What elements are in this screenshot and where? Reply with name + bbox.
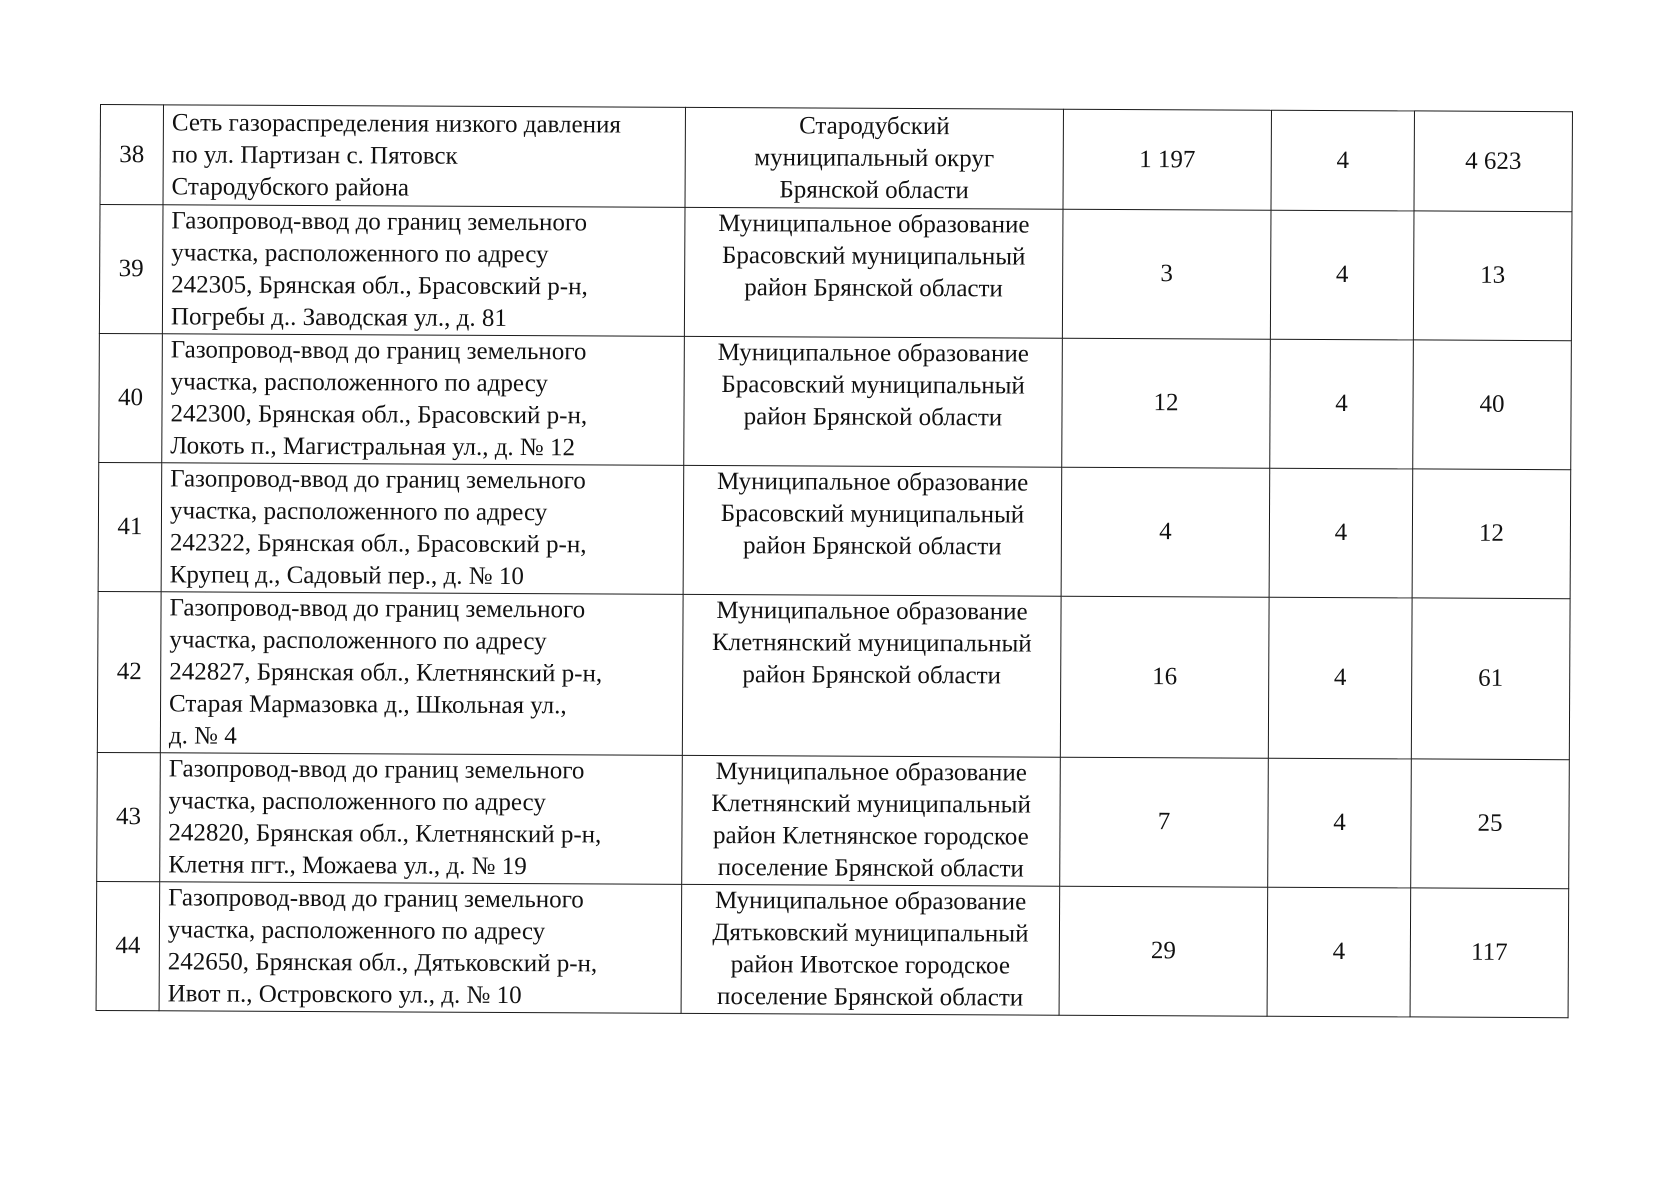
table-row bbox=[98, 462, 1571, 598]
object-name bbox=[160, 753, 683, 885]
row-number: 44 bbox=[96, 881, 160, 1010]
coefficient-value: 4 bbox=[1270, 339, 1414, 469]
total-value: 40 bbox=[1413, 340, 1572, 470]
table-row bbox=[100, 105, 1572, 212]
length-value: 16 bbox=[1060, 596, 1269, 758]
municipality-text: Муниципальное образование Клетнянский муниципальный район Брянской области bbox=[711, 597, 1032, 690]
total-value: 61 bbox=[1411, 598, 1570, 760]
object-name bbox=[162, 334, 685, 466]
municipality-text: Стародубский муниципальный округ Брянской области bbox=[754, 111, 995, 204]
coefficient-value: 4 bbox=[1267, 887, 1411, 1017]
object-name-text: Газопровод-ввод до границ земельного участка, расположенного по адресу 242820, Брянская обл., Клетнянский р-н, Клетня пгт., Можаева ул., д. № 19 bbox=[168, 755, 602, 881]
row-number: 43 bbox=[97, 752, 161, 881]
municipality-text: Муниципальное образование Брасовский муниципальный район Брянской области bbox=[717, 339, 1029, 432]
object-name-text: Сеть газораспределения низкого давления по ул. Партизан с. Пятовск Стародубского района bbox=[171, 108, 621, 202]
object-name bbox=[162, 205, 685, 337]
total-value: 117 bbox=[1410, 888, 1569, 1018]
object-name bbox=[163, 105, 685, 208]
municipality bbox=[684, 336, 1063, 467]
municipality bbox=[681, 884, 1060, 1015]
municipality bbox=[684, 207, 1063, 338]
row-number: 38 bbox=[100, 105, 163, 205]
coefficient-value: 4 bbox=[1268, 758, 1412, 888]
coefficient-value: 4 bbox=[1268, 597, 1412, 759]
gas-pipeline-table bbox=[96, 104, 1573, 1018]
municipality bbox=[685, 107, 1063, 209]
object-name-text: Газопровод-ввод до границ земельного участка, расположенного по адресу 242322, Брянская обл., Брасовский р-н, Крупец д., Садовый пер., д. № 10 bbox=[169, 465, 587, 591]
municipality-text: Муниципальное образование Брасовский муниципальный район Брянской области bbox=[718, 210, 1030, 303]
object-name-text: Газопровод-ввод до границ земельного участка, расположенного по адресу 242305, Брянская обл., Брасовский р-н, Погребы д.. Заводская ул., д. 81 bbox=[170, 207, 588, 332]
object-name bbox=[160, 592, 683, 756]
total-value: 12 bbox=[1412, 469, 1571, 599]
municipality bbox=[683, 465, 1062, 596]
object-name-text: Газопровод-ввод до границ земельного участка, расположенного по адресу 242650, Брянская обл., Дятьковский р-н, Ивот п., Островского ул., д. № 10 bbox=[167, 884, 598, 1010]
object-name bbox=[159, 882, 682, 1014]
municipality bbox=[682, 594, 1061, 757]
row-number: 40 bbox=[99, 333, 163, 462]
table-row bbox=[97, 752, 1570, 888]
object-name-text: Газопровод-ввод до границ земельного участка, расположенного по адресу 242300, Брянская обл., Брасовский р-н, Локоть п., Магистральная ул., д. № 12 bbox=[170, 336, 588, 462]
coefficient-value: 4 bbox=[1271, 110, 1414, 211]
table-row bbox=[97, 591, 1570, 759]
table-row bbox=[99, 333, 1572, 469]
total-value: 13 bbox=[1413, 211, 1572, 341]
row-number: 39 bbox=[99, 205, 163, 334]
municipality-text: Муниципальное образование Брасовский муниципальный район Брянской области bbox=[716, 468, 1029, 561]
object-name-text: Газопровод-ввод до границ земельного участка, расположенного по адресу 242827, Брянская обл., Клетнянский р-н, Старая Мармазовка д., Школьная ул., д. № 4 bbox=[168, 594, 603, 750]
municipality bbox=[682, 755, 1061, 886]
length-value: 1 197 bbox=[1063, 109, 1271, 210]
object-name bbox=[161, 463, 684, 595]
row-number: 41 bbox=[98, 462, 162, 591]
length-value: 12 bbox=[1062, 338, 1271, 468]
total-value: 4 623 bbox=[1414, 111, 1572, 212]
length-value: 7 bbox=[1060, 757, 1269, 887]
coefficient-value: 4 bbox=[1269, 468, 1413, 598]
coefficient-value: 4 bbox=[1270, 210, 1414, 340]
length-value: 3 bbox=[1062, 209, 1271, 339]
total-value: 25 bbox=[1411, 759, 1570, 889]
length-value: 4 bbox=[1061, 467, 1270, 597]
table-row bbox=[96, 881, 1569, 1017]
row-number: 42 bbox=[97, 591, 161, 752]
municipality-text: Муниципальное образование Клетнянский муниципальный район Клетнянское городское поселение Брянской области bbox=[711, 758, 1031, 883]
length-value: 29 bbox=[1059, 886, 1268, 1016]
municipality-text: Муниципальное образование Дятьковский муниципальный район Ивотское городское поселение Брянской области bbox=[712, 887, 1029, 1012]
table-row bbox=[99, 205, 1572, 341]
